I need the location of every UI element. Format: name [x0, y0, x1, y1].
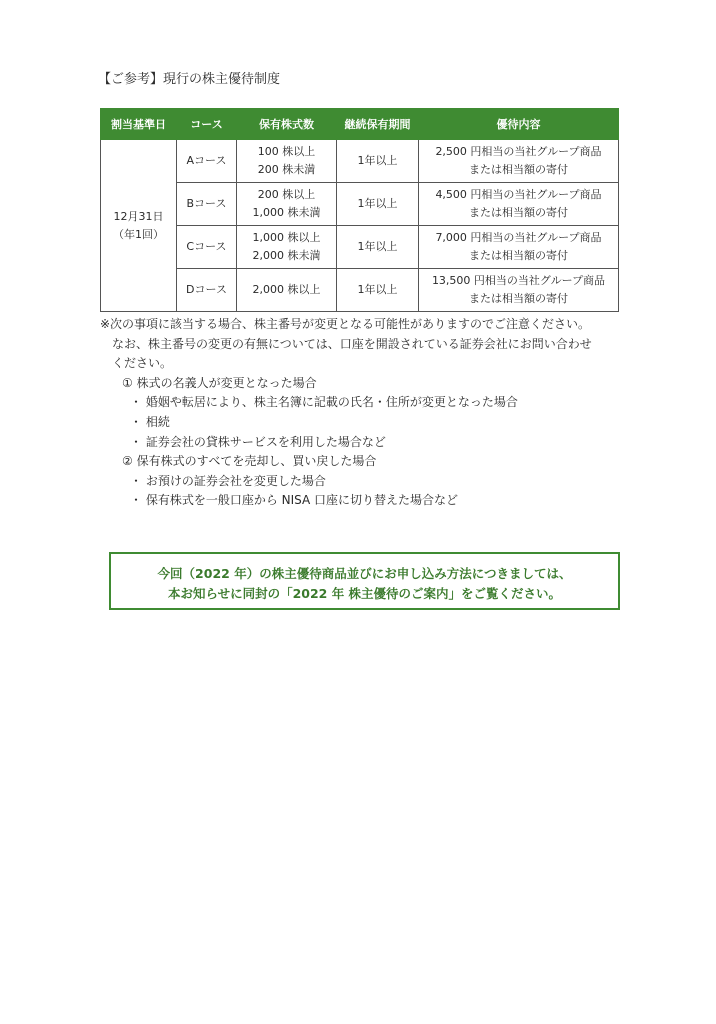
record-frequency: （年1回）	[113, 227, 164, 241]
notice-line-1: 今回（2022 年）の株主優待商品並びにお申し込み方法につきましては、	[157, 566, 572, 581]
course-cell: Dコース	[177, 269, 237, 312]
header-shares: 保有株式数	[237, 109, 337, 140]
shares-cell	[237, 269, 337, 312]
table-row	[101, 226, 619, 269]
benefit-donation: または相当額の寄付	[469, 206, 568, 219]
shares-min: 1,000 株以上	[252, 231, 321, 244]
shares-min: 2,000 株以上	[252, 283, 321, 296]
record-date: 12月31日	[113, 209, 164, 223]
period-cell: 1年以上	[337, 183, 419, 226]
note-list	[112, 374, 600, 511]
notice-line-2: 本お知らせに同封の「2022 年 株主優待のご案内」をご覧ください。	[167, 586, 562, 601]
header-course: コース	[177, 109, 237, 140]
shares-cell	[237, 183, 337, 226]
notes-section	[100, 315, 600, 511]
period-cell: 1年以上	[337, 140, 419, 183]
benefit-goods: 2,500 円相当の当社グループ商品	[435, 145, 602, 158]
shares-max: 200 株未満	[257, 163, 316, 176]
list-item: ・ 保有株式を一般口座から NISA 口座に切り替えた場合など	[130, 493, 459, 508]
table-header-row	[101, 109, 619, 140]
list-item: ① 株式の名義人が変更となった場合	[122, 375, 317, 390]
benefit-goods: 7,000 円相当の当社グループ商品	[435, 231, 602, 244]
course-cell: Cコース	[177, 226, 237, 269]
shares-min: 200 株以上	[257, 188, 316, 201]
benefit-donation: または相当額の寄付	[469, 292, 568, 305]
list-item: ② 保有株式のすべてを売却し、買い戻した場合	[122, 454, 377, 469]
shares-max: 1,000 株未満	[252, 206, 321, 219]
course-cell: Bコース	[177, 183, 237, 226]
benefit-table	[100, 108, 619, 312]
list-item: ・ 証券会社の貸株サービスを利用した場合など	[130, 434, 386, 449]
table-row	[101, 140, 619, 183]
table-row	[101, 183, 619, 226]
benefit-donation: または相当額の寄付	[469, 249, 568, 262]
header-record-date: 割当基準日	[101, 109, 177, 140]
note-sub: なお、株主番号の変更の有無については、口座を開設されている証券会社にお問い合わせください。	[112, 336, 592, 371]
list-item: ・ 婚姻や転居により、株主名簿に記載の氏名・住所が変更となった場合	[130, 395, 518, 410]
table-row	[101, 269, 619, 312]
note-main: ※次の事項に該当する場合、株主番号が変更となる可能性がありますのでご注意ください。	[100, 317, 591, 331]
benefit-goods: 4,500 円相当の当社グループ商品	[435, 188, 602, 201]
benefit-donation: または相当額の寄付	[469, 163, 568, 176]
notice-box	[109, 552, 620, 610]
benefit-cell	[419, 226, 619, 269]
shares-cell	[237, 226, 337, 269]
page-title: 【ご参考】現行の株主優待制度	[98, 72, 281, 87]
benefit-goods: 13,500 円相当の当社グループ商品	[431, 274, 606, 287]
shares-max: 2,000 株未満	[252, 249, 321, 262]
benefit-cell	[419, 183, 619, 226]
period-cell: 1年以上	[337, 269, 419, 312]
benefit-cell	[419, 269, 619, 312]
benefit-cell	[419, 140, 619, 183]
header-holding-period: 継続保有期間	[337, 109, 419, 140]
shares-cell	[237, 140, 337, 183]
list-item: ・ お預けの証券会社を変更した場合	[130, 473, 326, 488]
period-cell: 1年以上	[337, 226, 419, 269]
shares-min: 100 株以上	[257, 145, 316, 158]
header-benefit: 優待内容	[419, 109, 619, 140]
note-sub-block	[100, 335, 600, 511]
list-item: ・ 相続	[130, 414, 170, 429]
course-cell: Aコース	[177, 140, 237, 183]
record-date-cell	[101, 140, 177, 312]
